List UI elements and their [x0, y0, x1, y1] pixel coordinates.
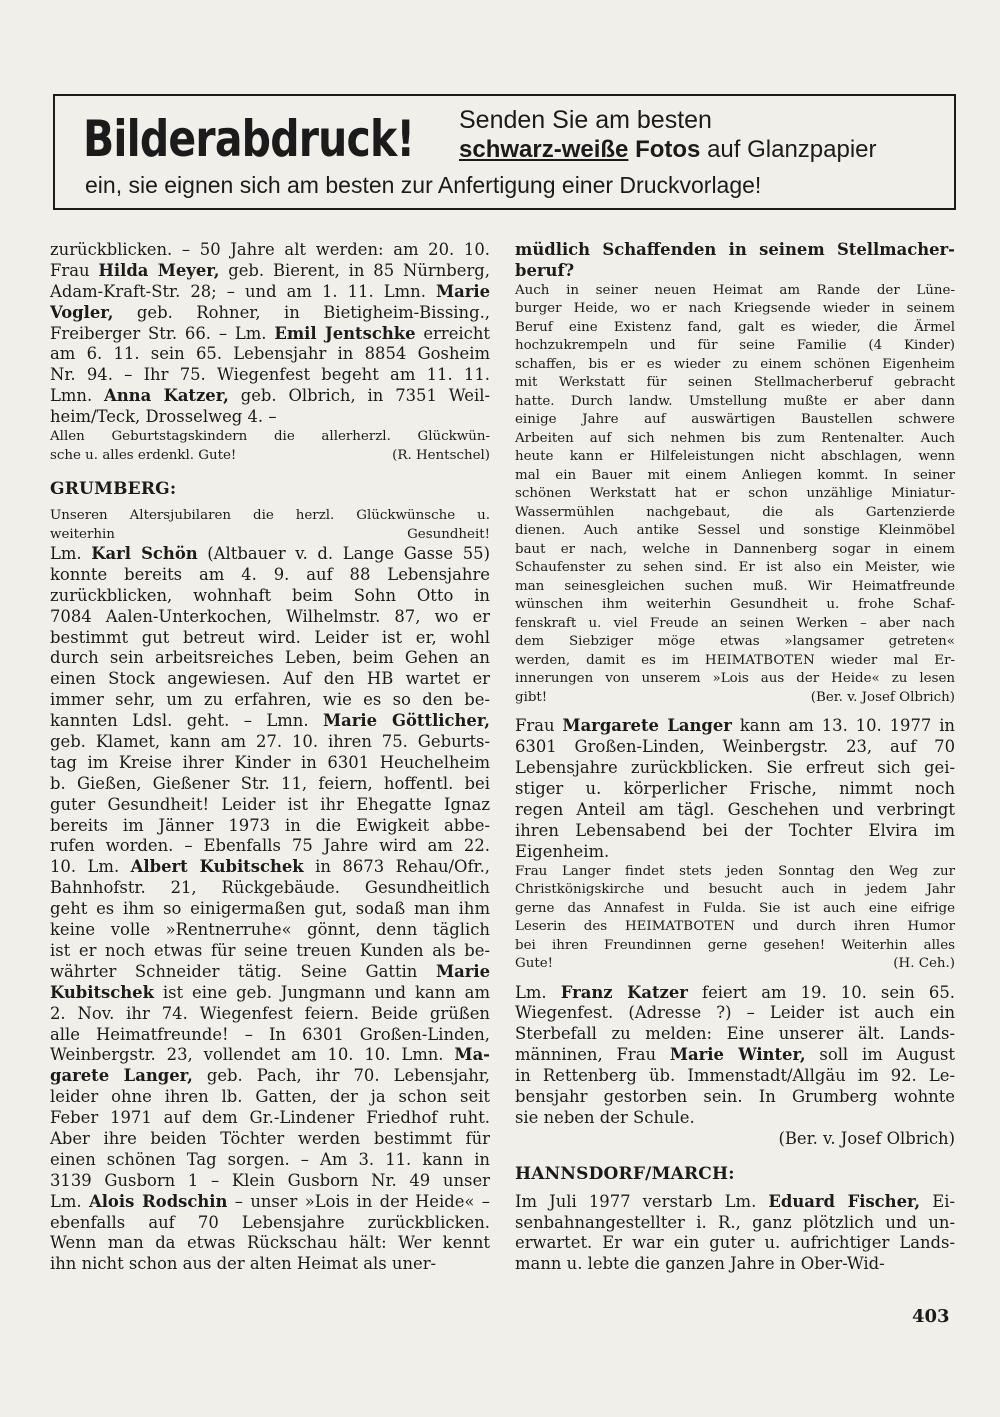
credit-line: [515, 955, 955, 974]
text-line: Freiberger Str. 66. – Lm. Emil Jentschke erreicht: [50, 323, 490, 343]
small-text-line: gerne das Annafest in Fulda. Sie ist auch eine eifrige: [515, 900, 955, 916]
text-line: garete Langer, geb. Pach, ihr 70. Lebensjahr,: [50, 1066, 490, 1086]
text-line: immer sehr, um zu erfahren, wie es so den be-: [50, 690, 490, 710]
banner-bold-word: Fotos: [635, 136, 701, 163]
text-line: Wenn man da etwas Rückschau hält: Wer kennt: [50, 1233, 490, 1253]
text-line: Weinbergstr. 23, vollendet am 10. 10. Lmn. Ma-: [50, 1045, 490, 1065]
text-line: heim/Teck, Drosselweg 4. –: [50, 407, 277, 427]
text-line: Vogler, geb. Rohner, in Bietigheim-Bissing.,: [50, 302, 490, 322]
text-line: konnte bereits am 4. 9. auf 88 Lebensjahre: [50, 564, 490, 584]
text-line: leider ohne ihren lb. Gatten, der ja schon seit: [50, 1087, 490, 1107]
text-line: Frau Margarete Langer kann am 13. 10. 1977 in: [515, 716, 955, 736]
text-line: 7084 Aalen-Unterkochen, Wilhelmstr. 87, wo er: [50, 606, 490, 626]
grumberg-greeting-small: [50, 507, 490, 544]
small-text-line: weiterhin Gesundheit!: [50, 526, 490, 542]
small-text-line: mit Werkstatt für seinen Stellmacherberuf gebracht: [515, 375, 955, 391]
right-paragraph-1: [515, 240, 955, 282]
text-line: ist er noch etwas für seine treuen Kunden als be-: [50, 940, 490, 960]
text-line: Nr. 94. – Ihr 75. Wiegenfest begeht am 11. 11.: [50, 365, 490, 385]
text-line: Lm. Karl Schön (Altbauer v. d. Lange Gasse 55): [50, 544, 490, 564]
small-text-line: innerungen von unserem »Lois aus der Heide« zu lesen: [515, 671, 955, 687]
text-line: durch sein arbeitsreiches Leben, beim Gehen an: [50, 648, 490, 668]
photo-notice-banner: [53, 94, 956, 210]
text-line: 3139 Gusborn 1 – Klein Gusborn Nr. 49 unser: [50, 1170, 490, 1190]
text-line: regen Anteil am tägl. Geschehen und verbringt: [515, 799, 955, 819]
text-line: kannten Ldsl. geht. – Lmn. Marie Göttlicher,: [50, 711, 490, 731]
line-text: Gute!: [515, 956, 554, 972]
small-text-line: man seinesgleichen suchen muß. Wir Heimatfreunde: [515, 578, 955, 594]
text-line: mann u. lebte die ganzen Jahre in Ober-Wid-: [515, 1254, 885, 1274]
text-line: 6301 Großen-Linden, Weinbergstr. 23, auf 70: [515, 737, 955, 757]
small-text-line: fenskraft u. viel Freude an seinen Werken – aber nach: [515, 615, 955, 631]
text-line: am 6. 11. sein 65. Lebensjahr in 8854 Gosheim: [50, 344, 490, 364]
text-line: in Rettenberg üb. Immenstadt/Allgäu im 92. Le-: [515, 1066, 955, 1086]
page-number: 403: [912, 1306, 950, 1327]
line-text: sche u. alles erdenkl. Gute!: [50, 447, 237, 463]
small-text-line: hatte. Durch landw. Umstellung mußte er aber dann: [515, 393, 955, 409]
banner-line-1: Senden Sie am besten: [459, 106, 712, 134]
text-line: einen schönen Tag sorgen. – Am 3. 11. kann in: [50, 1149, 490, 1169]
text-line: Im Juli 1977 verstarb Lm. Eduard Fischer, Ei-: [515, 1191, 956, 1211]
text-line: Lm. Franz Katzer feiert am 19. 10. sein 65.: [515, 982, 955, 1002]
banner-underlined-word: schwarz-weiße: [459, 136, 629, 163]
text-line: ihren Lebensabend bei der Tochter Elvira im: [515, 820, 955, 840]
text-line: einen Stock angewiesen. Auf den HB wartet er: [50, 669, 490, 689]
small-text-line: wünschen ihm weiterhin Gesundheit u. frohe Schaf-: [515, 597, 955, 613]
text-line: Lmn. Anna Katzer, geb. Olbrich, in 7351 Weil-: [50, 386, 490, 406]
text-line: 2. Nov. ihr 74. Wiegenfest feiern. Beide grüßen: [50, 1003, 490, 1023]
text-line: ebenfalls auf 70 Lebensjahre zurückblicken.: [50, 1212, 490, 1232]
text-line: stiger u. körperlicher Frische, nimmt noch: [515, 778, 955, 798]
text-line: müdlich Schaffenden in seinem Stellmacher-: [515, 240, 955, 259]
text-line: senbahnangestellter i. R., ganz plötzlich und un-: [515, 1212, 955, 1232]
line-text: gibt!: [515, 689, 548, 705]
section-heading-hannsdorf: HANNSDORF/MARCH:: [515, 1163, 735, 1184]
small-text-line: Christkönigskirche und besucht auch in jedem Jahr: [515, 882, 955, 898]
small-text-line: dem Siebziger möge etwas »langsamer getreten«: [515, 634, 955, 650]
text-line: zurückblicken. – 50 Jahre alt werden: am 20. 10.: [50, 240, 490, 259]
text-line: geb. Klamet, kann am 27. 10. ihren 75. Geburts-: [50, 732, 490, 752]
left-paragraph-1: [50, 240, 490, 428]
small-text-line: baut er nach, welche in Dannenberg sogar in einem: [515, 541, 955, 557]
text-line: ihn nicht schon aus der alten Heimat als uner-: [50, 1254, 437, 1274]
text-line: tag im Kreise ihrer Kinder in 6301 Heuchelheim: [50, 752, 490, 772]
text-line: geht es ihm so einigermaßen gut, sodaß man ihm: [50, 899, 490, 919]
text-line: bereits im Jänner 1973 in die Ewigkeit abbe-: [50, 815, 490, 835]
small-text-line: Wassermühlen nachgebaut, die als Gartenzierde: [515, 504, 955, 520]
katzer-credit: (Ber. v. Josef Olbrich): [778, 1128, 955, 1148]
text-line: Eigenheim.: [515, 841, 610, 861]
author-credit: (R. Hentschel): [392, 447, 490, 463]
small-text-line: hochzukrempeln und für seine Familie (4 Kinder): [515, 338, 955, 354]
text-line: bestimmt gut betreut wird. Leider ist er, wohl: [50, 627, 490, 647]
left-greeting-small: [50, 428, 490, 447]
small-text-line: heute kann er Hilfeleistungen nicht abschlagen, wenn: [515, 449, 955, 465]
grumberg-main-text: [50, 544, 490, 1275]
text-line: währter Schneider tätig. Seine Gattin Marie: [50, 961, 490, 981]
rodschin-story-small: [515, 282, 955, 689]
small-text-line: Auch in seiner neuen Heimat am Rande der Lüne-: [515, 282, 955, 298]
langer-paragraph: [515, 716, 955, 862]
banner-line-2-rest: auf Glanzpapier: [707, 136, 877, 163]
text-line: Wiegenfest. (Adresse ?) – Leider ist auch ein: [515, 1003, 955, 1023]
credit-line: [50, 447, 490, 466]
small-text-line: Frau Langer findet stets jeden Sonntag den Weg zur: [515, 863, 955, 879]
banner-title: Bilderabdruck!: [83, 110, 415, 168]
right-column: [515, 240, 955, 1275]
small-text-line: burger Heide, wo er nach Kriegsende wieder in seinem: [515, 301, 955, 317]
text-line: Aber ihre beiden Töchter werden bestimmt für: [50, 1128, 490, 1148]
text-line: keine volle »Rentnerruhe« gönnt, denn täglich: [50, 920, 490, 940]
text-line: 10. Lm. Albert Kubitschek in 8673 Rehau/Ofr.,: [50, 857, 491, 877]
small-text-line: schönen Werkstatt hat er schon unzählige Miniatur-: [515, 486, 955, 502]
banner-line-3: ein, sie eignen sich am besten zur Anfertigung einer Druckvorlage!: [85, 172, 762, 198]
langer-story-credit-line: [515, 955, 955, 974]
text-line: rufen worden. – Ebenfalls 75 Jahre wird am 22.: [50, 836, 490, 856]
section-heading-grumberg: GRUMBERG:: [50, 479, 177, 500]
small-text-line: Allen Geburtstagskindern die allerherzl. Glückwün-: [50, 429, 490, 445]
text-line: Sterbefall zu melden: Eine unserer ält. Lands-: [515, 1024, 955, 1044]
small-text-line: werden, damit es im HEIMATBOTEN wieder mal Er-: [515, 652, 955, 668]
text-line: alle Heimatfreunde! – In 6301 Großen-Linden,: [50, 1024, 490, 1044]
text-line: Lm. Alois Rodschin – unser »Lois in der Heide« –: [50, 1191, 490, 1211]
left-column: [50, 240, 490, 1275]
text-line: Lebensjahre zurückblicken. Sie erfreut sich gei-: [515, 758, 955, 778]
text-line: beruf?: [515, 260, 575, 280]
small-text-line: bei ihren Freundinnen gerne gesehen! Weiterhin alles: [515, 937, 955, 953]
langer-story-small: [515, 863, 955, 956]
credit-line: [515, 689, 955, 708]
rodschin-story-credit-line: [515, 689, 955, 708]
small-text-line: Schaufenster zu sehen sind. Er ist also ein Meister, wie: [515, 560, 955, 576]
small-text-line: mal ein Bauer mit einem Anliegen kommt. In seiner: [515, 467, 955, 483]
katzer-paragraph: [515, 983, 955, 1129]
small-text-line: dienen. Auch antike Sessel und sonstige Kleinmöbel: [515, 523, 955, 539]
text-line: Kubitschek ist eine geb. Jungmann und kann am: [50, 982, 490, 1002]
small-text-line: Beruf eine Existenz fand, galt es wieder, die Ärmel: [515, 319, 955, 335]
text-line: bensjahr gestorben sein. In Grumberg wohnte: [515, 1086, 955, 1106]
text-line: Feber 1971 auf dem Gr.-Lindener Friedhof ruht.: [50, 1108, 490, 1128]
text-line: Frau Hilda Meyer, geb. Bierent, in 85 Nürnberg,: [50, 260, 491, 280]
author-credit: (Ber. v. Josef Olbrich): [810, 689, 955, 705]
small-text-line: einige Jahre auf auswärtigen Baustellen schwere: [515, 412, 955, 428]
text-line: guter Gesundheit! Leider ist ihr Ehegatte Ignaz: [50, 794, 490, 814]
text-line: zurückblicken, wohnhaft beim Sohn Otto in: [50, 585, 490, 605]
small-text-line: Unseren Altersjubilaren die herzl. Glückwünsche u.: [50, 508, 490, 524]
small-text-line: schaffen, bis er es wieder zu einem schönen Eigenheim: [515, 356, 955, 372]
author-credit: (H. Ceh.): [893, 956, 955, 972]
text-line: Adam-Kraft-Str. 28; – und am 1. 11. Lmn. Marie: [50, 281, 490, 301]
small-text-line: Leserin des HEIMATBOTEN und durch ihren Humor: [515, 919, 955, 935]
banner-line-2: [459, 136, 877, 164]
text-line: Bahnhofstr. 21, Rückgebäude. Gesundheitlich: [50, 878, 490, 898]
small-text-line: Arbeiten auf sich nehmen bis zum Rentenalter. Auch: [515, 430, 955, 446]
left-greeting-credit-line: [50, 447, 490, 466]
text-line: männinen, Frau Marie Winter, soll im August: [515, 1045, 956, 1065]
text-line: b. Gießen, Gießener Str. 11, feiern, hoffentl. bei: [50, 773, 490, 793]
fischer-paragraph: [515, 1192, 955, 1276]
text-line: erwartet. Er war ein guter u. aufrichtiger Lands-: [515, 1233, 955, 1253]
text-line: sie neben der Schule.: [515, 1107, 695, 1127]
